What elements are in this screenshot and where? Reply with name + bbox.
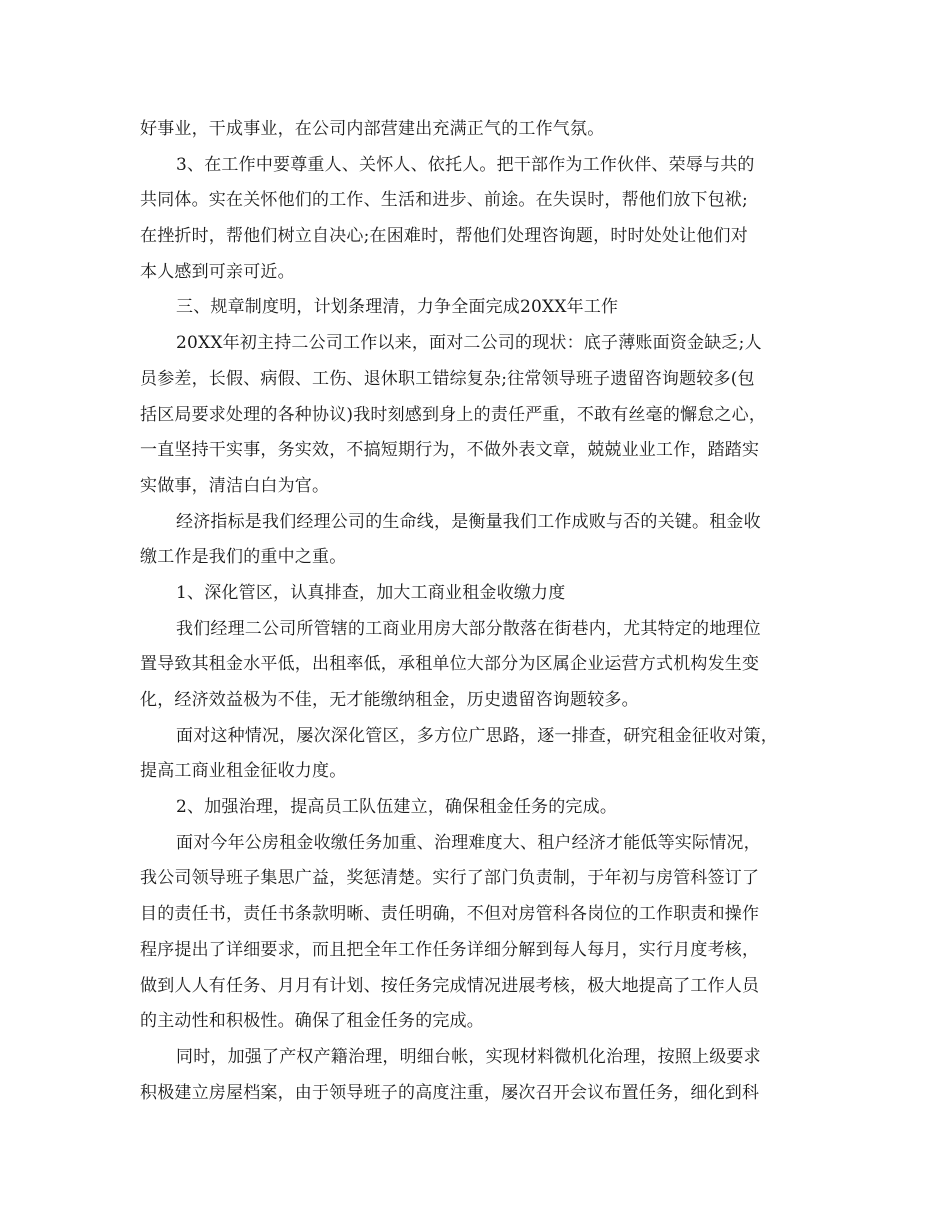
text-line: 我们经理二公司所管辖的工商业用房大部分散落在街巷内，尤其特定的地理位 [176, 618, 761, 639]
text-line: 程序提出了详细要求，而且把全年工作任务详细分解到每人每月，实行月度考核， [140, 939, 760, 960]
text-line: 化，经济效益极为不佳，无才能缴纳租金，历史遗留咨询题较多。 [140, 690, 639, 710]
text-line: 员参差，长假、病假、工伤、退休职工错综复杂;往常领导班子遗留咨询题较多(包 [140, 368, 755, 389]
text-line: 3、在工作中要尊重人、关怀人、依托人。把干部作为工作伙伴、荣辱与共的 [176, 154, 755, 175]
subsection-heading: 2、加强治理，提高员工队伍建立，确保租金任务的完成。 [176, 797, 618, 818]
text-line: 共同体。实在关怀他们的工作、生活和进步、前途。在失误时，帮他们放下包袱; [140, 190, 748, 211]
section-heading: 三、规章制度明，计划条理清，力争全面完成20XX年工作 [176, 297, 619, 318]
text-line: 20XX年初主持二公司工作以来，面对二公司的现状：底子薄账面资金缺乏;人 [176, 333, 762, 354]
text-line: 好事业，干成事业，在公司内部营建出充满正气的工作气氛。 [140, 119, 605, 139]
text-line: 我公司领导班子集思广益，奖惩清楚。实行了部门负责制，于年初与房管科签订了 [140, 868, 760, 889]
text-line: 积极建立房屋档案，由于领导班子的高度注重，屡次召开会议布置任务，细化到科 [140, 1082, 760, 1103]
text-line: 缴工作是我们的重中之重。 [140, 547, 347, 568]
document-body [140, 112, 812, 1111]
text-line: 括区局要求处理的各种协议)我时刻感到身上的责任严重，不敢有丝毫的懈怠之心， [140, 404, 767, 425]
text-line: 经济指标是我们经理公司的生命线，是衡量我们工作成败与否的关键。租金收 [176, 511, 761, 532]
text-line: 提高工商业租金征收力度。 [140, 761, 347, 782]
text-line: 做到人人有任务、月月有计划、按任务完成情况进展考核，极大地提高了工作人员 [140, 975, 760, 996]
text-line: 面对今年公房租金收缴任务加重、治理难度大、租户经济才能低等实际情况， [176, 832, 761, 853]
text-line: 的主动性和积极性。确保了租金任务的完成。 [140, 1011, 484, 1032]
text-line: 实做事，清洁白白为官。 [140, 475, 330, 496]
subsection-heading: 1、深化管区，认真排查，加大工商业租金收缴力度 [176, 582, 566, 603]
text-line: 目的责任书，责任书条款明晰、责任明确，不但对房管科各岗位的工作职责和操作 [140, 904, 760, 925]
text-line: 置导致其租金水平低，出租率低，承租单位大部分为区属企业运营方式机构发生变 [140, 654, 760, 675]
text-line: 本人感到可亲可近。 [140, 261, 295, 282]
text-line: 面对这种情况，屡次深化管区，多方位广思路，逐一排查，研究租金征收对策， [176, 725, 778, 746]
text-line: 一直坚持干实事，务实效，不搞短期行为，不做外表文章，兢兢业业工作，踏踏实 [140, 440, 760, 461]
text-line: 在挫折时，帮他们树立自决心;在困难时，帮他们处理咨询题，时时处处让他们对 [140, 226, 748, 247]
text-line: 同时，加强了产权产籍治理，明细台帐，实现材料微机化治理，按照上级要求 [176, 1046, 761, 1067]
